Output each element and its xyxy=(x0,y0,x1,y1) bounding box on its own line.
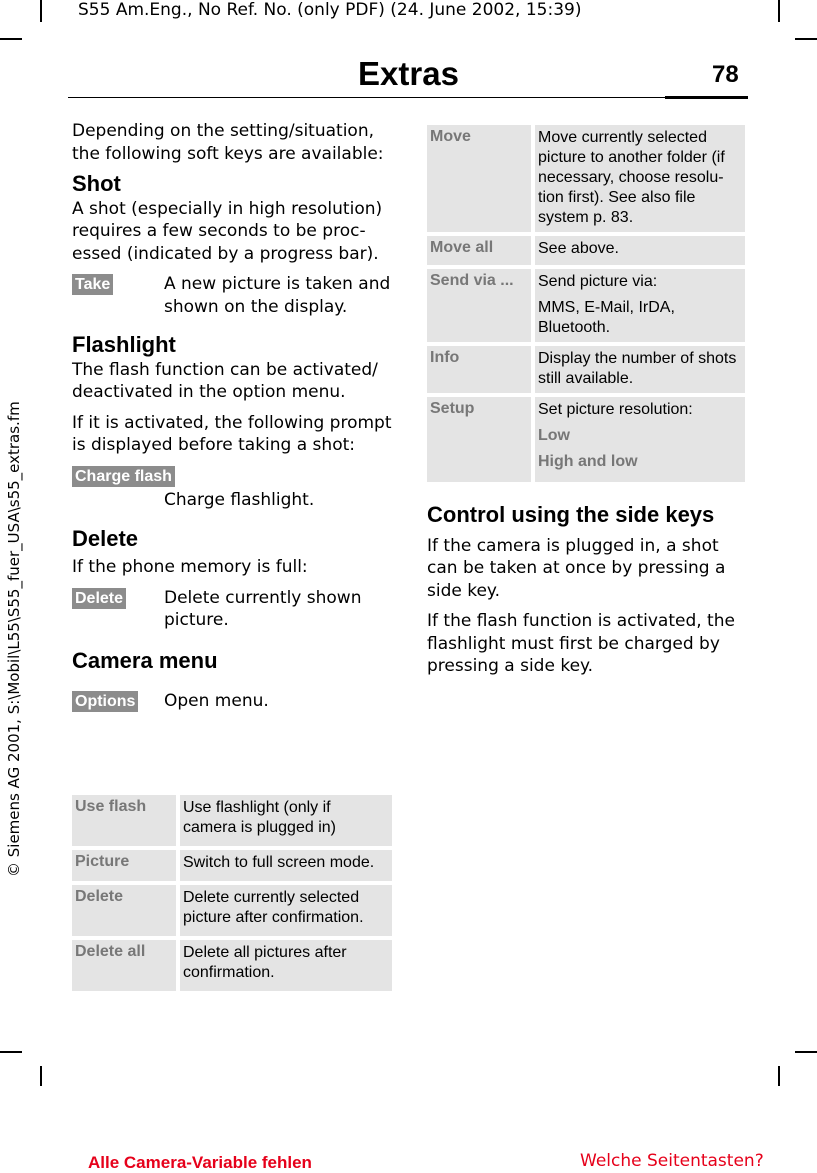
menu-option-use-flash[interactable]: Use flash xyxy=(72,795,176,846)
menu-option-desc: Display the number of shots still available. xyxy=(535,346,745,393)
crop-mark xyxy=(0,1051,22,1053)
key-row-charge-flash xyxy=(72,465,392,512)
options-key[interactable]: Options xyxy=(72,691,138,712)
setup-option-low: Low xyxy=(538,427,570,444)
right-column xyxy=(427,504,745,678)
menu-option-desc: See above. xyxy=(535,236,745,265)
table-row xyxy=(72,795,392,846)
copyright-note: © Siemens AG 2001, S:\Mobil\L55\S55_fuer_USA\s55_extras.fm xyxy=(5,401,23,877)
setup-text: Set picture resolution: xyxy=(538,401,693,418)
crop-mark xyxy=(40,1066,42,1086)
key-row-delete xyxy=(72,587,392,632)
side-keys-text-2: If the flash function is activated, the flashlight must first be charged by pressing a side key. xyxy=(427,611,735,676)
footer-note-left: Alle Camera-Variable fehlen xyxy=(88,1153,312,1172)
flashlight-text-1: The flash function can be activated/ deactivated in the option menu. xyxy=(72,359,378,402)
delete-text: If the phone memory is full: xyxy=(72,557,308,577)
table-row xyxy=(427,269,745,342)
menu-option-delete[interactable]: Delete xyxy=(72,885,176,936)
section-heading-side-keys: Control using the side keys xyxy=(427,502,715,527)
menu-option-move[interactable]: Move xyxy=(427,125,531,232)
menu-option-desc: Use flashlight (only if camera is plugged in) xyxy=(180,795,392,846)
camera-menu-table xyxy=(68,791,396,995)
table-row xyxy=(72,850,392,881)
delete-key[interactable]: Delete xyxy=(72,588,126,609)
table-row xyxy=(72,940,392,991)
intro-text: Depending on the setting/situation, the following soft keys are available: xyxy=(72,121,384,164)
page-title: Extras xyxy=(358,55,459,92)
menu-option-desc: Delete all pictures after confirmation. xyxy=(180,940,392,991)
flashlight-text-2: If it is activated, the following prompt is displayed before taking a shot: xyxy=(72,412,392,455)
section-heading-shot: Shot xyxy=(72,171,121,196)
crop-mark xyxy=(0,38,22,40)
menu-option-desc: Move currently selected picture to another folder (if necessary, choose resolu-tion first). See also file system p. 83. xyxy=(535,125,745,232)
crop-mark xyxy=(778,1066,780,1086)
crop-mark xyxy=(40,0,42,22)
table-row xyxy=(427,346,745,393)
crop-mark xyxy=(795,38,817,40)
setup-option-high-low: High and low xyxy=(538,453,638,470)
menu-option-delete-all[interactable]: Delete all xyxy=(72,940,176,991)
footer-note-right: Welche Seitentasten? xyxy=(580,1151,764,1171)
table-row xyxy=(427,125,745,232)
camera-menu-table-continued xyxy=(423,121,749,486)
section-heading-delete: Delete xyxy=(72,525,139,551)
shot-text: A shot (especially in high resolution) requires a few seconds to be proc-essed (indicated by a progress bar). xyxy=(72,198,383,264)
key-row-options xyxy=(72,690,392,713)
menu-option-desc: Delete currently selected picture after confirmation. xyxy=(180,885,392,936)
table-row xyxy=(427,236,745,265)
section-heading-camera-menu: Camera menu xyxy=(72,647,218,673)
menu-option-setup[interactable]: Setup xyxy=(427,397,531,482)
send-via-methods: MMS, E-Mail, IrDA, Bluetooth. xyxy=(538,299,675,336)
options-key-text: Open menu. xyxy=(164,691,269,711)
delete-key-text: Delete currently shown picture. xyxy=(164,587,362,630)
take-key-text: A new picture is taken and shown on the display. xyxy=(164,274,391,317)
header-rule xyxy=(68,97,748,98)
page-number: 78 xyxy=(712,61,739,88)
left-column xyxy=(72,120,392,713)
menu-option-picture[interactable]: Picture xyxy=(72,850,176,881)
running-head: S55 Am.Eng., No Ref. No. (only PDF) (24. June 2002, 15:39) xyxy=(78,0,582,20)
header-rule-bold xyxy=(665,96,748,99)
table-row xyxy=(427,397,745,482)
section-heading-flashlight: Flashlight xyxy=(72,332,176,357)
menu-option-send-via[interactable]: Send via ... xyxy=(427,269,531,342)
menu-option-info[interactable]: Info xyxy=(427,346,531,393)
crop-mark xyxy=(795,1051,817,1053)
menu-option-move-all[interactable]: Move all xyxy=(427,236,531,265)
crop-mark xyxy=(778,0,780,22)
side-keys-text-1: If the camera is plugged in, a shot can be taken at once by pressing a side key. xyxy=(427,535,726,601)
send-via-text: Send picture via: xyxy=(538,273,658,290)
charge-flash-key[interactable]: Charge flash xyxy=(72,466,175,487)
key-row-take xyxy=(72,273,392,318)
menu-option-desc xyxy=(535,269,745,342)
menu-option-desc xyxy=(535,397,745,482)
charge-flash-key-text: Charge flashlight. xyxy=(164,490,315,510)
table-row xyxy=(72,885,392,936)
take-key[interactable]: Take xyxy=(72,274,113,295)
menu-option-desc: Switch to full screen mode. xyxy=(180,850,392,881)
